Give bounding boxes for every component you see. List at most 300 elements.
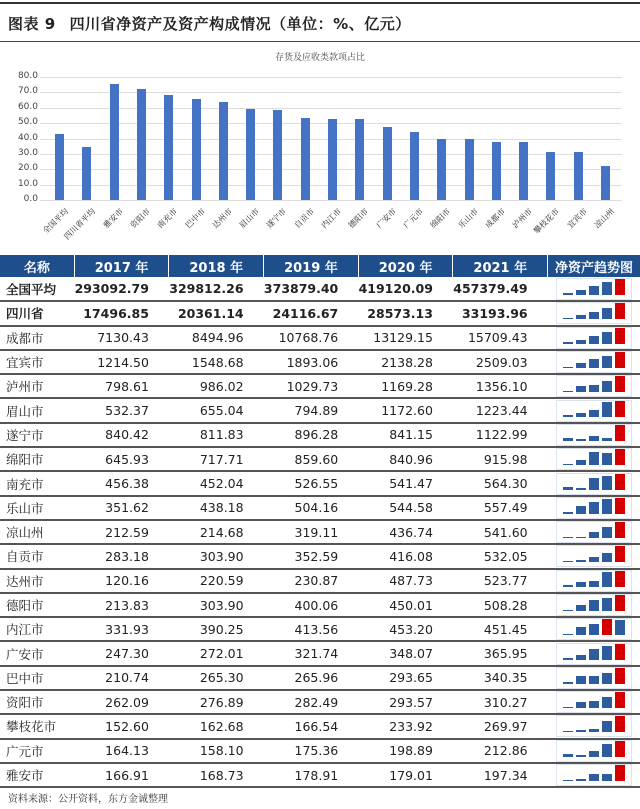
sparkline-bar [602,381,612,392]
sparkline-bar [576,315,586,319]
value-cell: 1029.73 [264,374,359,398]
value-cell: 986.02 [169,374,264,398]
value-cell: 450.01 [358,593,453,617]
table-row [0,471,640,495]
region-name: 乐山市 [0,496,74,520]
value-cell: 896.28 [264,423,359,447]
value-cell: 451.45 [453,617,548,641]
sparkline-bar [589,701,599,709]
value-cell: 487.73 [358,569,453,593]
sparkline-bar [589,649,599,660]
chart-bar [355,119,364,200]
value-cell: 15709.43 [453,326,548,350]
region-name: 全国平均 [0,277,74,301]
sparkline-bar [602,619,612,635]
sparkline-chart [556,497,632,519]
sparkline-bar [563,487,573,489]
value-cell: 373879.40 [264,277,359,301]
sparkline-bar [615,279,625,295]
x-tick-label: 成都市 [483,206,507,231]
table-row [0,739,640,763]
column-header: 2021 年 [453,255,548,277]
value-cell: 20361.14 [169,301,264,325]
sparkline-bar [563,610,573,612]
sparkline-bar [615,668,625,684]
sparkline-bar [615,546,625,562]
sparkline-bar [615,741,625,757]
value-cell: 1223.44 [453,398,548,422]
sparkline-bar [602,697,612,708]
sparkline-bar [576,755,586,757]
x-tick-label: 攀枝花市 [532,206,562,236]
sparkline-bar [576,655,586,660]
table-row [0,520,640,544]
sparkline-bar [589,312,599,320]
region-name: 遂宁市 [0,423,74,447]
chart-bar [301,118,310,200]
sparkline-chart [556,473,632,495]
value-cell: 262.09 [74,690,169,714]
region-name: 南充市 [0,471,74,495]
top-rule [0,2,640,4]
table-row [0,763,640,787]
sparkline-bar [563,318,573,320]
sparkline-bar [589,532,599,538]
gridline [40,108,622,109]
value-cell: 210.74 [74,666,169,690]
region-name: 自贡市 [0,544,74,568]
x-tick-label: 凉山州 [592,206,617,231]
value-cell: 10768.76 [264,326,359,350]
value-cell: 655.04 [169,398,264,422]
x-tick-label: 宜宾市 [565,206,589,231]
sparkline-bar [576,730,586,733]
sparkline-bar [589,751,599,757]
value-cell: 352.59 [264,544,359,568]
sparkline-bar [576,779,586,781]
chart-bar [246,109,255,200]
chart-bar [137,89,146,200]
value-cell: 212.59 [74,520,169,544]
x-tick-label: 资阳市 [128,206,152,231]
sparkline-cell [548,666,640,690]
sparkline-bar [602,308,612,320]
gridline [40,77,622,78]
y-tick-label: 0.0 [23,194,38,204]
table-row [0,544,640,568]
sparkline-bar [589,676,599,684]
table-row [0,423,640,447]
value-cell: 436.74 [358,520,453,544]
table-row [0,569,640,593]
sparkline-bar [576,676,586,684]
value-cell: 293092.79 [74,277,169,301]
gridline [40,92,622,93]
sparkline-bar [615,401,625,417]
sparkline-bar [589,502,599,514]
sparkline-cell [548,471,640,495]
sparkline-cell [548,326,640,350]
value-cell: 544.58 [358,496,453,520]
sparkline-bar [602,499,612,514]
value-cell: 329812.26 [169,277,264,301]
sparkline-chart [556,351,632,373]
sparkline-cell [548,423,640,447]
sparkline-bar [602,402,612,417]
region-name: 绵阳市 [0,447,74,471]
value-cell: 283.18 [74,544,169,568]
table-body [0,277,640,787]
value-cell: 915.98 [453,447,548,471]
chart-bar [519,142,528,200]
sparkline-bar [589,385,599,393]
value-cell: 152.60 [74,714,169,738]
sparkline-cell [548,277,640,301]
value-cell: 197.34 [453,763,548,787]
sparkline-bar [589,581,599,586]
value-cell: 1356.10 [453,374,548,398]
column-header: 净资产趋势图 [548,255,640,277]
value-cell: 212.86 [453,739,548,763]
sparkline-bar [589,452,599,465]
sparkline-bar [563,512,573,514]
value-cell: 303.90 [169,593,264,617]
value-cell: 557.49 [453,496,548,520]
sparkline-bar [615,425,625,441]
value-cell: 419120.09 [358,277,453,301]
value-cell: 33193.96 [453,301,548,325]
value-cell: 282.49 [264,690,359,714]
value-cell: 8494.96 [169,326,264,350]
sparkline-bar [615,620,625,636]
value-cell: 452.04 [169,471,264,495]
value-cell: 1169.28 [358,374,453,398]
value-cell: 532.05 [453,544,548,568]
column-header: 2017 年 [74,255,169,277]
sparkline-bar [563,731,573,733]
value-cell: 523.77 [453,569,548,593]
value-cell: 213.83 [74,593,169,617]
chart-bar [601,166,610,200]
y-tick-label: 20.0 [17,163,38,174]
y-tick-label: 80.0 [17,71,38,81]
sparkline-bar [563,754,573,757]
sparkline-chart [556,302,632,324]
x-tick-label: 自贡市 [292,206,316,231]
value-cell: 365.95 [453,641,548,665]
value-cell: 7130.43 [74,326,169,350]
sparkline-bar [563,682,573,684]
value-cell: 798.61 [74,374,169,398]
table-row [0,593,640,617]
region-name: 广元市 [0,739,74,763]
y-tick-label: 70.0 [17,86,38,97]
x-tick-label: 广元市 [401,206,425,231]
value-cell: 840.42 [74,423,169,447]
sparkline-bar [563,634,573,636]
value-cell: 400.06 [264,593,359,617]
sparkline-bar [589,410,599,417]
value-cell: 438.18 [169,496,264,520]
sparkline-bar [602,332,612,344]
sparkline-chart [556,740,632,762]
region-name: 凉山州 [0,520,74,544]
sparkline-bar [602,476,612,489]
sparkline-bar [563,585,573,587]
sparkline-chart [556,424,632,446]
gridline [40,200,622,201]
x-tick-label: 遂宁市 [265,206,289,231]
sparkline-bar [589,774,599,781]
sparkline-bar [563,438,573,441]
sparkline-bar [615,328,625,344]
sparkline-bar [589,478,599,489]
table-row [0,496,640,520]
sparkline-bar [576,340,586,344]
chart-bar [110,84,119,200]
sparkline-bar [602,438,612,441]
sparkline-bar [589,436,599,441]
sparkline-bar [615,449,625,465]
sparkline-bar [589,624,599,635]
value-cell: 179.01 [358,763,453,787]
region-name: 达州市 [0,569,74,593]
sparkline-bar [563,537,573,539]
y-tick-label: 40.0 [17,132,38,143]
sparkline-bar [602,282,612,295]
chart-bar [437,139,446,201]
chart-bar [328,119,337,200]
sparkline-bar [589,336,599,344]
figure-title [8,13,411,34]
sparkline-chart [556,764,632,786]
sparkline-chart [556,327,632,349]
sparkline-bar [563,391,573,393]
sparkline-bar [602,774,612,781]
sparkline-bar [576,702,586,708]
sparkline-bar [615,498,625,514]
sparkline-bar [563,293,573,295]
sparkline-bar [576,560,586,563]
sparkline-bar [589,359,599,368]
sparkline-bar [563,367,573,369]
y-tick-label: 60.0 [17,101,38,112]
value-cell: 453.20 [358,617,453,641]
value-cell: 230.87 [264,569,359,593]
y-tick-label: 10.0 [17,178,38,189]
table-row [0,714,640,738]
region-name: 雅安市 [0,763,74,787]
sparkline-bar [576,537,586,539]
sparkline-bar [602,572,612,587]
chart-bar [492,142,501,200]
sparkline-chart [556,400,632,422]
sparkline-bar [576,290,586,295]
region-name: 广安市 [0,641,74,665]
value-cell: 24116.67 [264,301,359,325]
sparkline-bar [576,386,586,392]
sparkline-bar [576,605,586,611]
value-cell: 840.96 [358,447,453,471]
table-row [0,447,640,471]
value-cell: 541.47 [358,471,453,495]
sparkline-bar [576,506,586,514]
chart-bar [192,99,201,200]
table-row [0,690,640,714]
table-row [0,350,640,374]
sparkline-bar [615,376,625,392]
sparkline-bar [589,286,599,295]
value-cell: 220.59 [169,569,264,593]
sparkline-cell [548,690,640,714]
sparkline-cell [548,447,640,471]
x-tick-label: 眉山市 [237,206,262,231]
value-cell: 413.56 [264,617,359,641]
sparkline-bar [576,413,586,417]
value-cell: 456.38 [74,471,169,495]
sparkline-cell [548,301,640,325]
sparkline-bar [602,744,612,756]
value-cell: 319.11 [264,520,359,544]
sparkline-bar [563,342,573,344]
sparkline-bar [563,415,573,417]
sparkline-bar [576,439,586,441]
sparkline-cell [548,763,640,787]
value-cell: 233.92 [358,714,453,738]
table-row [0,277,640,301]
x-tick-label: 德阳市 [347,206,371,231]
value-cell: 162.68 [169,714,264,738]
sparkline-bar [602,356,612,368]
value-cell: 416.08 [358,544,453,568]
region-name: 资阳市 [0,690,74,714]
net-assets-table [0,255,640,788]
sparkline-cell [548,374,640,398]
value-cell: 348.07 [358,641,453,665]
table-row [0,641,640,665]
table-row [0,326,640,350]
sparkline-chart [556,545,632,567]
sparkline-bar [602,673,612,684]
sparkline-cell [548,496,640,520]
value-cell: 859.60 [264,447,359,471]
chart-bar [465,139,474,201]
sparkline-bar [615,522,625,538]
region-name: 眉山市 [0,398,74,422]
sparkline-bar [615,595,625,611]
sparkline-cell [548,350,640,374]
sparkline-chart [556,375,632,397]
sparkline-chart [556,448,632,470]
value-cell: 178.91 [264,763,359,787]
value-cell: 532.37 [74,398,169,422]
sparkline-chart [556,643,632,665]
value-cell: 1172.60 [358,398,453,422]
x-tick-label: 内江市 [319,206,344,231]
x-tick-label: 雅安市 [101,206,125,231]
chart-bar [410,132,419,200]
value-cell: 321.74 [264,641,359,665]
sparkline-bar [602,553,612,562]
chart-bar [383,127,392,200]
sparkline-cell [548,641,640,665]
sparkline-chart [556,521,632,543]
sparkline-bar [576,582,586,587]
sparkline-bar [602,646,612,660]
sparkline-bar [576,363,586,368]
sparkline-bar [615,644,625,660]
sparkline-bar [589,729,599,732]
column-header: 2019 年 [264,255,359,277]
value-cell: 168.73 [169,763,264,787]
value-cell: 1214.50 [74,350,169,374]
value-cell: 841.15 [358,423,453,447]
sparkline-bar [615,303,625,319]
value-cell: 28573.13 [358,301,453,325]
sparkline-bar [563,658,573,660]
table-header-row [0,255,640,277]
sparkline-chart [556,570,632,592]
source-note: 资料来源：公开资料，东方金诚整理 [8,794,168,805]
value-cell: 541.60 [453,520,548,544]
value-cell: 508.28 [453,593,548,617]
sparkline-bar [602,721,612,733]
table-row [0,301,640,325]
x-tick-label: 四川省平均 [62,206,98,242]
x-tick-label: 绵阳市 [428,206,453,231]
region-name: 泸州市 [0,374,74,398]
chart-bar [164,95,173,200]
value-cell: 811.83 [169,423,264,447]
value-cell: 269.97 [453,714,548,738]
value-cell: 1122.99 [453,423,548,447]
sparkline-bar [576,627,586,635]
sparkline-cell [548,544,640,568]
value-cell: 331.93 [74,617,169,641]
value-cell: 457379.49 [453,277,548,301]
column-header: 名称 [0,255,74,277]
chart-bar [574,152,583,200]
value-cell: 13129.15 [358,326,453,350]
value-cell: 175.36 [264,739,359,763]
x-tick-label: 泸州市 [510,206,535,231]
region-name: 攀枝花市 [0,714,74,738]
sparkline-cell [548,520,640,544]
sparkline-chart [556,667,632,689]
value-cell: 158.10 [169,739,264,763]
value-cell: 1548.68 [169,350,264,374]
value-cell: 265.96 [264,666,359,690]
value-cell: 310.27 [453,690,548,714]
sparkline-bar [615,571,625,587]
value-cell: 247.30 [74,641,169,665]
value-cell: 351.62 [74,496,169,520]
value-cell: 340.35 [453,666,548,690]
sparkline-chart [556,618,632,640]
table-row [0,666,640,690]
sparkline-chart [556,691,632,713]
sparkline-bar [576,488,586,490]
sparkline-bar [576,460,586,465]
sparkline-bar [589,557,599,563]
value-cell: 1893.06 [264,350,359,374]
value-cell: 214.68 [169,520,264,544]
value-cell: 166.91 [74,763,169,787]
value-cell: 276.89 [169,690,264,714]
sparkline-bar [602,527,612,538]
bar-chart [0,44,640,252]
value-cell: 645.93 [74,447,169,471]
